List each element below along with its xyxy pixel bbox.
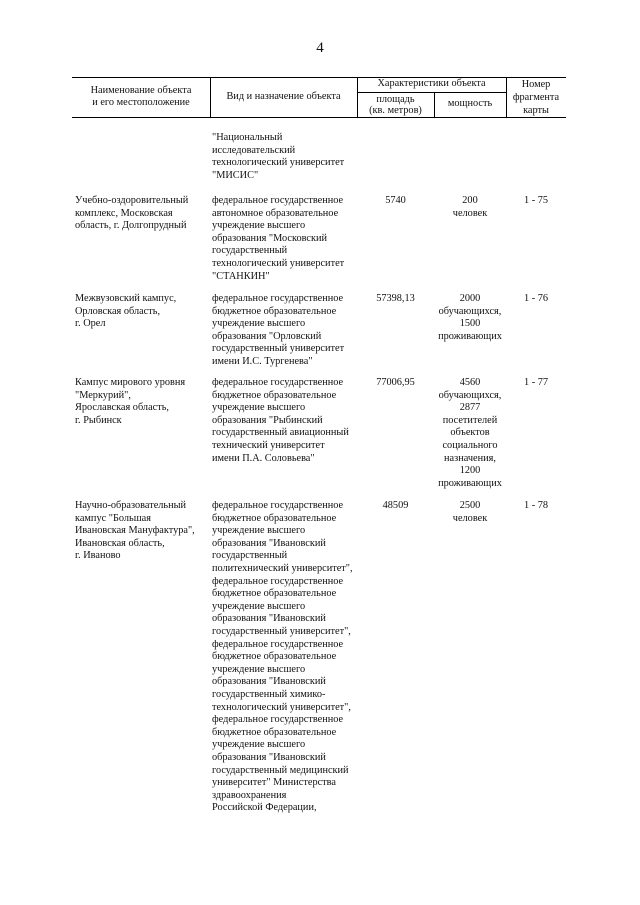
cell-area: 5740: [385, 195, 406, 206]
cell-type-line: Российской Федерации,: [212, 802, 317, 814]
cell-type-line: государственный авиационный: [212, 427, 349, 439]
cell-power-line: проживающих: [438, 330, 502, 342]
cell-power-line: 2500: [459, 500, 481, 511]
cell-power-line: 200: [462, 195, 478, 206]
cell-type-line: федеральное государственное: [212, 377, 344, 388]
cell-name-line: Кампус мирового уровня: [75, 377, 186, 388]
cell-type-line: бюджетное образовательное: [212, 389, 337, 401]
cell-type-line: учреждение высшего: [212, 739, 306, 751]
cell-type-line: здравоохранения: [212, 789, 287, 801]
header-power: мощность: [447, 98, 493, 109]
cell-name-line: Межвузовский кампус,: [75, 293, 177, 304]
cell-type-line: бюджетное образовательное: [212, 651, 337, 663]
cell-type-line: федеральное государственное: [212, 293, 344, 304]
cell-type-line: бюджетное образовательное: [212, 726, 337, 738]
cell-type-line: учреждение высшего: [212, 525, 306, 537]
cell-type-line: федеральное государственное: [212, 714, 344, 726]
cell-type-line: "МИСИС": [212, 169, 259, 181]
cell-area: 57398,13: [376, 293, 415, 304]
cell-type-line: политехнический университет",: [212, 563, 353, 574]
cell-name-line: Научно-образовательный: [75, 500, 187, 511]
cell-type-line: имени И.С. Тургенева": [212, 356, 313, 367]
cell-power-line: назначения,: [444, 452, 496, 464]
cell-type-line: федеральное государственное: [212, 638, 344, 650]
cell-power-line: проживающих: [438, 477, 502, 489]
cell-type-line: образования "Московский: [212, 232, 327, 244]
cell-power-line: 4560: [459, 377, 481, 388]
cell-type-line: образования "Орловский: [212, 330, 322, 342]
cell-power-line: объектов: [450, 427, 490, 439]
cell-type-line: "Национальный: [212, 132, 283, 143]
chars-subheader-border: [357, 92, 506, 93]
header-fragment-line-2: фрагмента: [512, 92, 560, 103]
cell-type-line: федеральное государственное: [212, 195, 344, 206]
cell-name-line: Ярославская область,: [75, 402, 169, 414]
header-area-line-1: площадь: [376, 94, 415, 105]
cell-type-line: технический университет: [212, 440, 325, 451]
cell-type-line: учреждение высшего: [212, 600, 306, 612]
cell-name-line: г. Иваново: [75, 550, 121, 562]
header-bottom-border: [72, 117, 566, 118]
cell-type-line: автономное образовательное: [212, 207, 339, 219]
cell-name-line: г. Рыбинск: [75, 414, 122, 426]
cell-type-line: бюджетное образовательное: [212, 305, 337, 317]
cell-type-line: бюджетное образовательное: [212, 512, 337, 524]
header-fragment-line-3: карты: [523, 105, 549, 116]
cell-area: 77006,95: [376, 377, 415, 388]
cell-name-line: "Меркурий",: [75, 389, 131, 401]
header-name-line-1: Наименование объекта: [90, 85, 192, 96]
cell-type-line: учреждение высшего: [212, 220, 306, 232]
cell-power-line: человек: [452, 207, 488, 219]
cell-type-line: государственный: [212, 550, 288, 562]
cell-power-line: 1500: [459, 318, 481, 330]
cell-type-line: учреждение высшего: [212, 663, 306, 675]
cell-name-line: Орловская область,: [75, 305, 161, 317]
cell-type-line: образования "Ивановский: [212, 676, 326, 688]
cell-type-line: учреждение высшего: [212, 318, 306, 330]
cell-type-line: образования "Ивановский: [212, 537, 326, 549]
cell-fragment: 1 - 75: [523, 195, 549, 206]
header-fragment-line-1: Номер: [521, 79, 551, 90]
cell-type-line: исследовательский: [212, 144, 296, 156]
cell-type-line: государственный университет",: [212, 626, 351, 637]
cell-area: 48509: [382, 500, 409, 511]
cell-type-line: государственный химико-: [212, 689, 326, 700]
cell-power-line: посетителей: [442, 414, 498, 426]
cell-type-line: образования "Рыбинский: [212, 414, 323, 426]
cell-power-line: 1200: [459, 465, 481, 477]
cell-name-line: область, г. Долгопрудный: [75, 220, 187, 232]
cell-name-line: г. Орел: [75, 318, 106, 330]
cell-type-line: федеральное государственное: [212, 575, 344, 587]
cell-type-line: учреждение высшего: [212, 402, 306, 414]
cell-type-line: технологический университет: [212, 157, 345, 169]
header-characteristics: Характеристики объекта: [377, 78, 486, 89]
header-area-line-2: (кв. метров): [369, 105, 422, 116]
cell-type-line: бюджетное образовательное: [212, 588, 337, 600]
cell-power-line: обучающихся,: [438, 305, 502, 317]
cell-name-line: Ивановская область,: [75, 537, 165, 549]
header-type: Вид и назначение объекта: [226, 91, 341, 102]
cell-type-line: имени П.А. Соловьева": [212, 452, 315, 464]
cell-power-line: 2877: [459, 402, 481, 414]
cell-type-line: технологический университет",: [212, 701, 351, 713]
cell-fragment: 1 - 76: [523, 293, 549, 304]
cell-power-line: человек: [452, 512, 488, 524]
cell-name-line: кампус "Большая: [75, 512, 151, 524]
cell-type-line: государственный: [212, 245, 288, 257]
cell-type-line: государственный университет: [212, 343, 345, 355]
cell-name-line: комплекс, Московская: [75, 207, 173, 219]
cell-power-line: обучающихся,: [438, 389, 502, 401]
cell-type-line: университет" Министерства: [212, 777, 336, 789]
cell-type-line: образования "Ивановский: [212, 613, 326, 625]
cell-power-line: 2000: [459, 293, 481, 304]
cell-power-line: социального: [442, 440, 498, 451]
page-number: 4: [316, 40, 324, 56]
cell-fragment: 1 - 78: [523, 500, 549, 511]
cell-type-line: государственный медицинский: [212, 764, 349, 776]
cell-type-line: образования "Ивановский: [212, 752, 326, 763]
cell-type-line: технологический университет: [212, 258, 345, 269]
cell-name-line: Учебно-оздоровительный: [75, 195, 189, 206]
cell-type-line: федеральное государственное: [212, 500, 344, 511]
cell-fragment: 1 - 77: [523, 377, 549, 388]
cell-name-line: Ивановская Мануфактура",: [75, 525, 195, 537]
cell-type-line: "СТАНКИН": [212, 270, 270, 282]
header-name-line-2: и его местоположение: [92, 97, 190, 108]
